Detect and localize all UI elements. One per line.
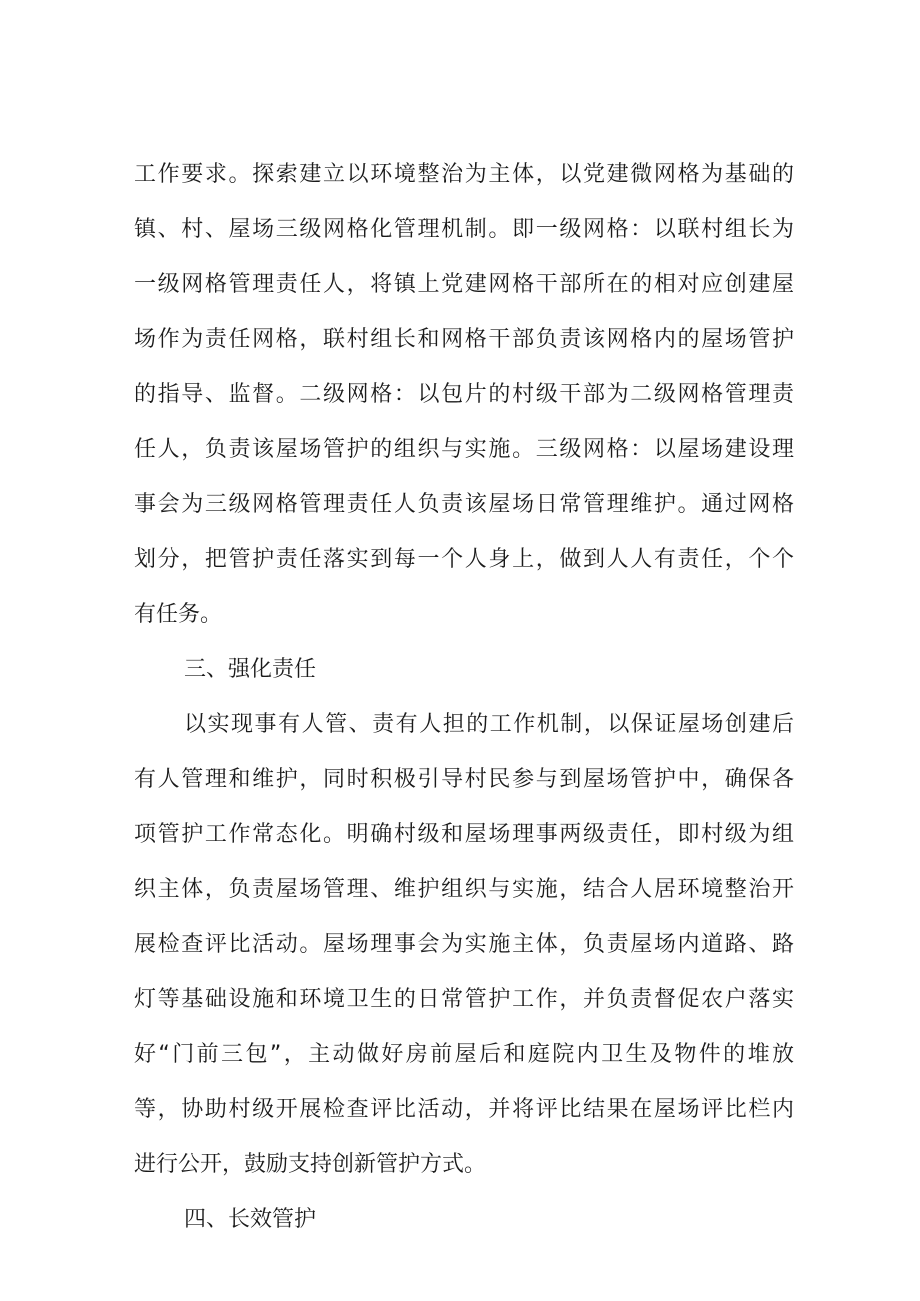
body-text-line: 事会为三级网格管理责任人负责该屋场日常管理维护。通过网格	[134, 492, 794, 517]
body-text-line: 场作为责任网格，联村组长和网格干部负责该网格内的屋场管护	[134, 327, 794, 352]
body-text-line: 有人管理和维护，同时积极引导村民参与到屋场管护中，确保各	[134, 767, 794, 792]
body-text-line: 的指导、监督。二级网格：以包片的村级干部为二级网格管理责	[134, 382, 794, 407]
body-text-line: 好“门前三包”，主动做好房前屋后和庭院内卫生及物件的堆放	[134, 1042, 794, 1067]
body-text-line: 以实现事有人管、责有人担的工作机制，以保证屋场创建后	[184, 712, 794, 737]
body-text-line: 灯等基础设施和环境卫生的日常管护工作，并负责督促农户落实	[134, 987, 794, 1012]
section-heading: 三、强化责任	[184, 657, 317, 682]
body-text-line: 项管护工作常态化。明确村级和屋场理事两级责任，即村级为组	[134, 822, 794, 847]
section-heading: 四、长效管护	[184, 1207, 317, 1232]
body-text-line: 工作要求。探索建立以环境整治为主体，以党建微网格为基础的	[134, 162, 794, 187]
body-text-line: 进行公开，鼓励支持创新管护方式。	[134, 1152, 487, 1177]
body-text-line: 一级网格管理责任人，将镇上党建网格干部所在的相对应创建屋	[134, 272, 794, 297]
body-text-line: 展检查评比活动。屋场理事会为实施主体，负责屋场内道路、路	[134, 932, 794, 957]
body-text-line: 织主体，负责屋场管理、维护组织与实施，结合人居环境整治开	[134, 877, 794, 902]
body-text-line: 等，协助村级开展检查评比活动，并将评比结果在屋场评比栏内	[134, 1097, 794, 1122]
body-text-line: 任人，负责该屋场管护的组织与实施。三级网格：以屋场建设理	[134, 437, 794, 462]
body-text-line: 有任务。	[134, 602, 223, 627]
body-text-line: 划分，把管护责任落实到每一个人身上，做到人人有责任，个个	[134, 547, 794, 572]
body-text-line: 镇、村、屋场三级网格化管理机制。即一级网格：以联村组长为	[134, 217, 794, 242]
